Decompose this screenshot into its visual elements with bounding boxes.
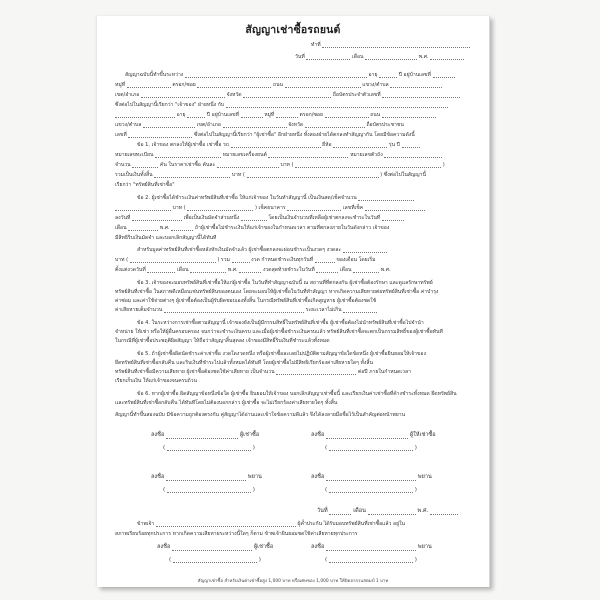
name-field[interactable] xyxy=(173,557,257,563)
text: มีสิทธิริบเงินมัดจำ และบอกเลิกสัญญานี้ได้ทันที xyxy=(115,235,217,241)
field[interactable] xyxy=(343,247,387,253)
year-label: พ.ศ. xyxy=(418,54,429,60)
clause4-line-3: ในกรณีที่ผู้เช่าซื้อประพฤติผิดสัญญา ให้ถือว่าสัญญาสิ้นสุดลง เจ้าของมีสิทธิ์ริบเงินที่ชำระแล้วทั้งหมด xyxy=(115,338,330,344)
text: ) xyxy=(414,557,417,563)
parties-line-5 xyxy=(115,112,436,118)
signature-witness-b xyxy=(311,473,432,481)
name-field[interactable] xyxy=(329,557,413,563)
owner-house-field[interactable] xyxy=(433,72,455,78)
clause1-line-3 xyxy=(115,162,445,168)
text: รวมเป็นเงินทั้งสิ้น xyxy=(115,172,153,178)
field[interactable] xyxy=(295,162,441,168)
clause5-line-1: ข้อ 5. ถ้าผู้เช่าซื้อผิดนัดชำระค่าเช่าซื้อ งวดใดงวดหนึ่ง หรือผู้เช่าซื้อละเลยไม่ปฏิบัติตามสัญญาข้อใดข้อหนึ่ง ผู้เช่าซื้อยินยอมให้เจ้าของ xyxy=(137,351,426,357)
field[interactable] xyxy=(231,142,321,148)
clause2-line-2 xyxy=(115,205,425,211)
text: ข้อ 2. ผู้เช่าซื้อได้ชำระเงินค่าทรัพย์สินที่เช่าซื้อ ให้แก่เจ้าของ ในวันทำสัญญานี้ เป็นเงินสด/เช็คจำนวน xyxy=(137,195,357,201)
guarantor-line-2: สภาพเรียบร้อยทุกประการ หากเกิดความเสียหายระหว่างนี้ใดๆ ก็ตาม ข้าพเจ้ายินยอมชดใช้ค่าเสียหายทุกประการ xyxy=(115,531,358,537)
field[interactable] xyxy=(329,509,351,515)
field[interactable] xyxy=(384,152,442,158)
text: ลงชื่อ xyxy=(311,432,325,438)
clause5-line-2: ยึดทรัพย์สินที่เช่าซื้อกลับคืน และริบเงินที่ชำระไปแล้วทั้งหมดได้ทันที โดยผู้เช่าซื้อไม่มีสิทธิเรียกร้องค่าเสียหายใดๆ ทั้งสิ้น xyxy=(115,360,373,366)
text: ) xyxy=(252,445,255,451)
footer-note: สัญญาเช่าซื้อ สำหรับเงินค่าเช่าซื้อสูง 1,000 บาท หรือเศษของ 1,000 บาท ให้ปิดอากรแสตมป์ 1 บาท xyxy=(197,579,389,584)
field[interactable] xyxy=(197,82,271,88)
field[interactable] xyxy=(333,142,387,148)
field[interactable] xyxy=(130,257,216,263)
parties-line-3 xyxy=(115,92,460,98)
field[interactable] xyxy=(368,509,416,515)
text: รุ่น ปี xyxy=(388,142,400,148)
signature-paren-1 xyxy=(163,445,255,451)
text: ) xyxy=(414,487,417,493)
text: ปี อยู่บ้านเลขที่ xyxy=(206,112,239,118)
text: อายุ xyxy=(176,112,186,118)
field[interactable] xyxy=(171,225,193,231)
field[interactable] xyxy=(156,521,296,527)
text: ผู้เช่าซื้อ xyxy=(239,432,260,438)
text: เขต/อำเภอ xyxy=(115,92,140,98)
text: บาท ( xyxy=(172,205,186,211)
clause5-line-3 xyxy=(115,369,411,375)
field[interactable] xyxy=(132,162,158,168)
place-field[interactable] xyxy=(322,42,470,48)
field[interactable] xyxy=(187,205,253,211)
field[interactable] xyxy=(382,92,460,98)
clause1-line-4 xyxy=(115,172,426,178)
text: เดือน xyxy=(115,225,127,231)
field[interactable] xyxy=(128,225,158,231)
signature-paren-3 xyxy=(163,487,255,493)
text: เพื่อเป็นเงินมัดจำส่วนหนึ่ง xyxy=(183,215,240,221)
signature-field[interactable] xyxy=(172,545,252,551)
text: ถ้าผู้เช่าซื้อไม่ชำระเงินให้แก่เจ้าของในกำหนดเวลา ตามที่ตกลงภายในวันดังกล่าว เจ้าของ xyxy=(194,225,390,231)
field[interactable] xyxy=(365,205,425,211)
field[interactable] xyxy=(276,369,356,375)
text: ) xyxy=(414,445,417,451)
text: ถนน xyxy=(272,82,284,88)
date-field[interactable] xyxy=(306,54,350,60)
field[interactable] xyxy=(147,267,175,273)
text: คัน ในราคาเช่าซื้อ คันละ xyxy=(159,162,216,168)
text: บาท ( xyxy=(115,257,129,263)
parties-line-6 xyxy=(115,122,404,128)
at-label: ทำที่ xyxy=(311,42,321,48)
field[interactable] xyxy=(287,205,341,211)
parties-line-1 xyxy=(125,72,455,78)
clause1-line-5 xyxy=(115,182,175,188)
text: ข้อ 1. เจ้าของ ตกลงให้ผู้เช่าซื้อ เช่าซื้อ รถ xyxy=(137,142,229,148)
text: พยาน xyxy=(417,474,432,480)
clause2-line-5 xyxy=(115,235,216,241)
text: หมายเลขตัวถัง xyxy=(350,152,383,158)
text: ลงชื่อ xyxy=(311,474,325,480)
field[interactable] xyxy=(382,215,404,221)
text: ซึ่งต่อไปในสัญญานี้เรียกว่า "ผู้เช่าซื้อ" อีกฝ่ายหนึ่ง ทั้งสองฝ่ายได้ตกลงทำสัญญากัน โดยมีข้อความดังนี้ xyxy=(193,132,415,138)
text: ผู้ค้ำประกัน ได้รับมอบทรัพย์สินที่เช่าซื้อแล้ว อยู่ใน xyxy=(297,521,406,527)
text: เขต/อำเภอ xyxy=(196,122,221,128)
signature-witness-1 xyxy=(311,431,436,439)
text: พยาน xyxy=(417,544,432,550)
text: จำนวน xyxy=(115,162,131,168)
text: ต่อปี ภายในกำหนดเวลา xyxy=(357,369,411,375)
field[interactable] xyxy=(382,112,436,118)
signature-paren-4 xyxy=(325,487,417,493)
field[interactable] xyxy=(241,215,267,221)
field[interactable] xyxy=(353,267,379,273)
name-field[interactable] xyxy=(167,445,251,451)
text: แขวง/ตำบล xyxy=(362,82,389,88)
field[interactable] xyxy=(143,122,195,128)
text: แขวง/ตำบล xyxy=(115,122,142,128)
text: ตรอก/ซอย xyxy=(172,82,196,88)
clause3-line-3: ค่าซ่อม และค่าใช้จ่ายต่างๆ ผู้เช่าซื้อต้องเป็นผู้รับผิดชอบเองทั้งสิ้น ในกรณีทรัพย์สินที่เช่าซื้อเกิดสูญหาย ผู้เช่าซื้อต้องชดใช้ xyxy=(115,298,377,304)
text: วันที่ xyxy=(317,508,328,514)
text: ( xyxy=(163,487,166,493)
clause2-line-1 xyxy=(137,195,414,201)
text: ลงชื่อ xyxy=(157,544,171,550)
text: เดือน xyxy=(339,267,352,273)
date-label: วันที่ xyxy=(295,54,305,60)
text: ค่าเสียหายเต็มจำนวน xyxy=(115,307,163,313)
text: ) xyxy=(252,487,255,493)
text: ทรัพย์สินที่เช่าซื้อมีความเสียหาย ผู้เช่าซื้อต้องชดใช้ค่าเสียหาย เป็นจำนวน xyxy=(115,369,275,375)
month-label: เดือน xyxy=(351,54,364,60)
clause2-line-8 xyxy=(115,267,391,273)
field[interactable] xyxy=(115,205,171,211)
text: โดยเป็นเงินจำนวนที่เหลือผู้เช่าตกลงจะชำระในวันที่ xyxy=(268,215,381,221)
text: ตั้งแต่งวดวันที่ xyxy=(115,267,146,273)
text: เดือน xyxy=(353,508,366,514)
field[interactable] xyxy=(358,195,414,201)
signature-paren-6 xyxy=(325,557,417,563)
document-title: สัญญาเช่าซื้อรถยนต์ xyxy=(245,24,341,36)
date-line xyxy=(295,54,464,60)
clause2-line-3 xyxy=(115,215,404,221)
text: ลงชื่อ xyxy=(311,544,325,550)
text: ถือบัตรประชาชน xyxy=(366,122,404,128)
clause6-line-3: สัญญานี้ทำขึ้นสองฉบับ มีข้อความถูกต้องตรงกัน คู่สัญญาได้อ่านและเข้าใจข้อความดีแล้ว จึงได้ลงลายมือชื่อไว้เป็นสำคัญต่อหน้าพยาน xyxy=(115,412,406,418)
field[interactable] xyxy=(316,267,338,273)
field[interactable] xyxy=(343,307,377,313)
text: ถนน xyxy=(370,112,381,118)
text: ( xyxy=(163,445,166,451)
parties-line-7 xyxy=(115,132,415,138)
field[interactable] xyxy=(128,132,192,138)
text: ( xyxy=(325,557,328,563)
clause2-line-4 xyxy=(115,225,389,231)
text: สัญญาฉบับนี้ทำขึ้นระหว่าง xyxy=(125,72,184,78)
text: บาท ( xyxy=(280,162,294,168)
parties-line-4 xyxy=(115,102,448,108)
field[interactable] xyxy=(132,215,182,221)
field[interactable] xyxy=(223,122,287,128)
clause3-line-4 xyxy=(115,307,377,313)
field[interactable] xyxy=(315,257,335,263)
text: หมู่ที่ xyxy=(115,82,126,88)
field[interactable] xyxy=(247,172,379,178)
name-field[interactable] xyxy=(329,487,413,493)
field[interactable] xyxy=(430,509,458,515)
text: ยี่ห้อ xyxy=(322,142,332,148)
text: หมายเลขเครื่องยนต์ xyxy=(222,152,267,158)
signature-paren-2 xyxy=(325,445,417,451)
text: พ.ศ. xyxy=(227,267,238,273)
field[interactable] xyxy=(127,82,171,88)
text: จังหวัด xyxy=(226,92,242,98)
text: ) ซึ่งต่อไปในสัญญานี้ xyxy=(380,172,426,178)
month-field[interactable] xyxy=(365,54,417,60)
text: พ.ศ. xyxy=(159,225,170,231)
signature-lessee-bottom xyxy=(157,543,273,551)
text: ถือบัตรประจำตัวเลขที่ xyxy=(332,92,381,98)
signature-paren-5 xyxy=(169,557,261,563)
parties-line-2 xyxy=(115,82,442,88)
field[interactable] xyxy=(243,92,331,98)
place-line xyxy=(311,42,470,48)
year-field[interactable] xyxy=(430,54,464,60)
field[interactable] xyxy=(268,152,348,158)
signature-field[interactable] xyxy=(166,475,246,481)
lessee-name-field[interactable] xyxy=(226,102,448,108)
field[interactable] xyxy=(141,92,225,98)
signature-field[interactable] xyxy=(326,475,416,481)
text: พ.ศ. xyxy=(417,508,429,514)
text: อายุ xyxy=(368,72,378,78)
text: ) xyxy=(258,557,261,563)
signature-field[interactable] xyxy=(326,433,408,439)
clause4-line-2: จำหน่าย ให้เช่า หรือให้ผู้อื่นครอบครอง จนกว่าจะชำระเงินครบ และเมื่อผู้เช่าซื้อชำระเงินครบแล้ว ทรัพย์สินที่เช่าซื้อจะตกเป็นกรรมสิทธิ์ของผู้เช่าซื้อทันที xyxy=(115,329,443,335)
signature-owner xyxy=(151,431,259,439)
field[interactable] xyxy=(217,162,279,168)
field[interactable] xyxy=(232,257,250,263)
field[interactable] xyxy=(276,112,298,118)
field[interactable] xyxy=(164,307,304,313)
text: ลงชื่อ xyxy=(151,432,165,438)
field[interactable] xyxy=(239,267,261,273)
text: ผู้เช่าซื้อ xyxy=(253,544,274,550)
field[interactable] xyxy=(325,112,369,118)
text: ) รวม xyxy=(217,257,230,263)
field[interactable] xyxy=(285,82,361,88)
text: หมู่ที่ xyxy=(264,112,275,118)
text: เดือน xyxy=(177,267,189,273)
text: เรียกว่า "ทรัพย์สินที่เช่าซื้อ" xyxy=(115,182,175,188)
text: เลขที่เช็ค xyxy=(342,205,364,211)
field[interactable] xyxy=(155,152,221,158)
field[interactable] xyxy=(190,267,226,273)
text: ซึ่งต่อไปในสัญญานี้เรียกว่า "เจ้าของ" ฝ่ายหนึ่ง กับ xyxy=(115,102,225,108)
clause3-line-2: ทรัพย์สินที่เช่าซื้อ ในสภาพดีเหมือนเช่นทรัพย์สินของตนเอง โดยจะมอบให้ผู้เช่าซื้อในวันที่ทำสัญญา หากเกิดความเสียหายต่อทรัพย์สินที่เช่าซื้อ ค่าบำรุง xyxy=(115,289,439,295)
text: ( xyxy=(325,445,328,451)
clause3-line-1: ข้อ 3. เจ้าของจะมอบทรัพย์สินที่เช่าซื้อให้แก่ผู้เช่าซื้อ ในวันที่ทำสัญญาฉบับนี้ ณ สถานที่ที่ตกลงกัน ผู้เช่าซื้อต้องรักษา และดูแลรักษาทรัพย์ xyxy=(137,280,433,286)
text: ( xyxy=(169,557,172,563)
name-field[interactable] xyxy=(167,487,251,493)
guarantor-date-line xyxy=(317,507,458,515)
text: ปี อยู่บ้านเลขที่ xyxy=(398,72,431,78)
signature-witness-bottom xyxy=(311,543,432,551)
clause2-line-7 xyxy=(115,257,376,263)
text: งวด กำหนดชำระเงินทุกวันที่ xyxy=(251,257,314,263)
clause2-line-6 xyxy=(137,247,387,253)
contract-sheet xyxy=(97,16,490,587)
text: พ.ศ. xyxy=(380,267,391,273)
text: ผู้ให้เช่าซื้อ xyxy=(409,432,436,438)
clause6-line-1: ข้อ 6. หากผู้เช่าซื้อ ผิดสัญญาข้อหนึ่งข้อใด ผู้เช่าซื้อ ยินยอมให้เจ้าของ บอกเลิกสัญญาเช่าซื้อนี้ และเรียกเงินค่าเช่าซื้อที่ค้างชำระทั้งหมด ยึดทรัพย์สิน xyxy=(137,391,457,397)
field[interactable] xyxy=(305,122,365,128)
text: ) xyxy=(442,162,445,168)
clause4-line-1: ข้อ 4. ในระหว่างการเช่าซื้อตามสัญญานี้ เจ้าของยังเป็นผู้มีกรรมสิทธิ์ในทรัพย์สินที่เช่าซื้อ ผู้เช่าซื้อต้องไม่นำทรัพย์สินที่เช่าซื้อไปจำนำ xyxy=(137,320,424,326)
owner-age-field[interactable] xyxy=(379,72,397,78)
text: ลงวันที่ xyxy=(115,215,131,221)
text: งวดสุดท้ายชำระในวันที่ xyxy=(262,267,315,273)
signature-field[interactable] xyxy=(166,433,238,439)
field[interactable] xyxy=(402,142,420,148)
text: ของเดือน โดยเริ่ม xyxy=(336,257,376,263)
text: ตรอก/ซอย xyxy=(299,112,323,118)
text: สำหรับมูลค่าทรัพย์สินที่เช่าซื้อหลังหักเงินมัดจำแล้ว ผู้เช่าซื้อตกลงจะผ่อนชำระเป็นงวดๆ งวดละ xyxy=(137,247,342,253)
clause5-line-4: เรียกเก็บเงิน ให้แก่เจ้าของจนครบถ้วน xyxy=(115,378,198,384)
text: หมายเลขทะเบียน xyxy=(115,152,154,158)
text: ระยะเวลาไม่เกิน xyxy=(305,307,342,313)
field[interactable] xyxy=(187,112,205,118)
field[interactable] xyxy=(115,112,175,118)
clause6-line-2: และทรัพย์สินที่เช่าซื้อกลับคืน ได้ทันทีโดยไม่ต้องบอกกล่าว ผู้เช่าซื้อ จะไม่เรียกร้องค่าเสียหายใดๆ ทั้งสิ้น xyxy=(115,400,338,406)
field[interactable] xyxy=(390,82,442,88)
field[interactable] xyxy=(241,112,263,118)
owner-name-field[interactable] xyxy=(185,72,367,78)
text: บาท ( xyxy=(231,172,245,178)
signature-field[interactable] xyxy=(326,545,416,551)
clause1-line-1 xyxy=(137,142,420,148)
text: เลขที่ xyxy=(115,132,127,138)
text: ( xyxy=(325,487,328,493)
text: ) เช็คธนาคาร xyxy=(254,205,286,211)
text: จังหวัด xyxy=(288,122,304,128)
clause1-line-2 xyxy=(115,152,442,158)
name-field[interactable] xyxy=(329,445,413,451)
field[interactable] xyxy=(154,172,230,178)
text: ลงชื่อ xyxy=(151,474,165,480)
text: พยาน xyxy=(247,474,262,480)
signature-witness-a xyxy=(151,473,262,481)
guarantor-line-1 xyxy=(137,521,405,527)
text: ข้าพเจ้า xyxy=(137,521,155,527)
